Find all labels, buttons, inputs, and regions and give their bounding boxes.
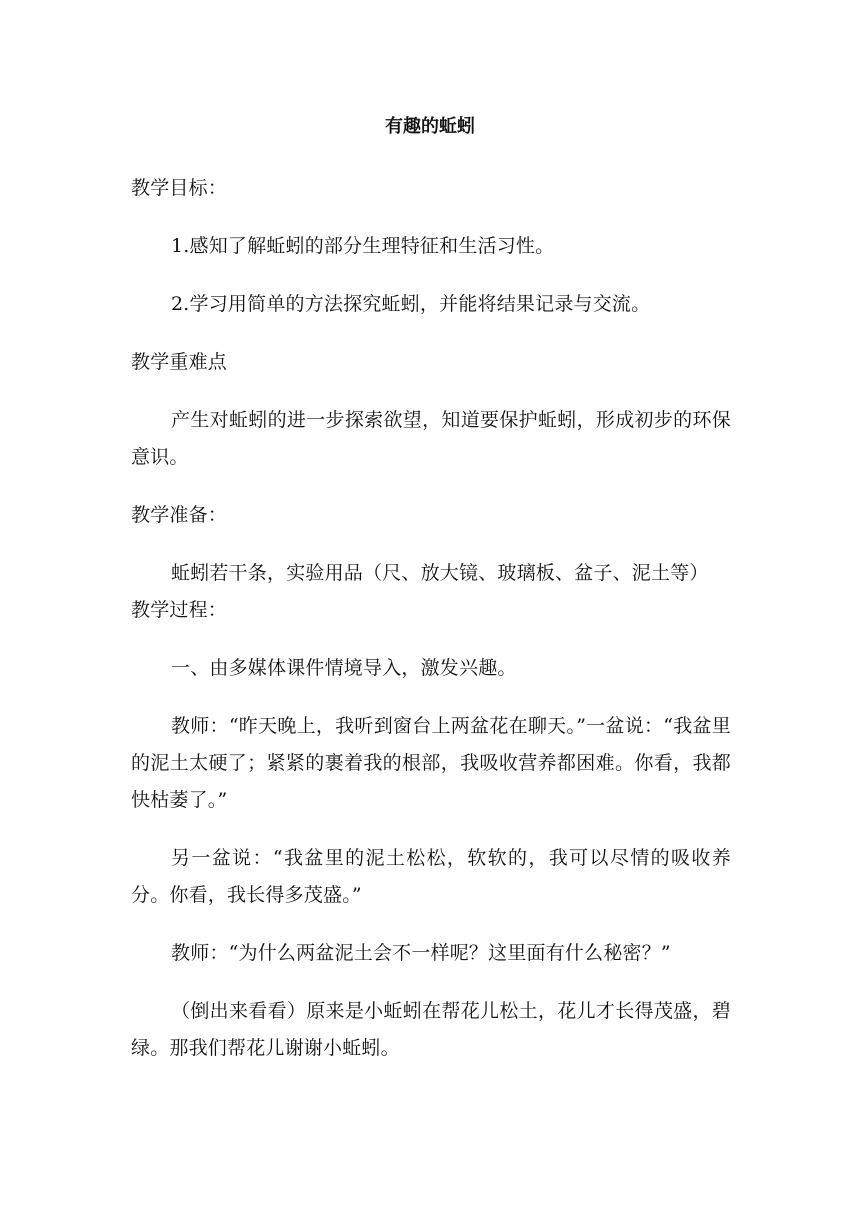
heading-teaching-goals: 教学目标： — [131, 177, 228, 199]
other-pot-dialogue: 另一盆说：“我盆里的泥土松松，软软的，我可以尽情的吸收养分。你看，我长得多茂盛。” — [131, 847, 731, 906]
heading-key-points: 教学重难点 — [131, 351, 228, 373]
teacher-dialogue-1: 教师：“昨天晚上，我听到窗台上两盆花在聊天。”一盆说：“我盆里的泥土太硬了；紧紧的裹着我的根部，我吸收营养都困难。你看，我都快枯萎了。” — [131, 715, 731, 811]
document-title: 有趣的蚯蚓 — [385, 116, 475, 137]
process-step-1: 一、由多媒体课件情境导入，激发兴趣。 — [171, 657, 517, 679]
goal-item-2: 2.学习用简单的方法探究蚯蚓，并能将结果记录与交流。 — [171, 293, 651, 315]
preparation-text: 蚯蚓若干条，实验用品（尺、放大镜、玻璃板、盆子、泥土等） — [171, 562, 709, 584]
key-points-text: 产生对蚯蚓的进一步探索欲望，知道要保护蚯蚓，形成初步的环保意识。 — [131, 409, 731, 468]
teacher-dialogue-2: 教师：“为什么两盆泥土会不一样呢？这里面有什么秘密？” — [171, 942, 671, 964]
document-body — [131, 170, 731, 1088]
goal-item-1: 1.感知了解蚯蚓的部分生理特征和生活习性。 — [171, 235, 555, 257]
reveal-paragraph: （倒出来看看）原来是小蚯蚓在帮花儿松土，花儿才长得茂盛，碧绿。那我们帮花儿谢谢小蚯蚓。 — [131, 1000, 731, 1059]
heading-process: 教学过程： — [131, 599, 228, 621]
heading-preparation: 教学准备： — [131, 504, 228, 526]
